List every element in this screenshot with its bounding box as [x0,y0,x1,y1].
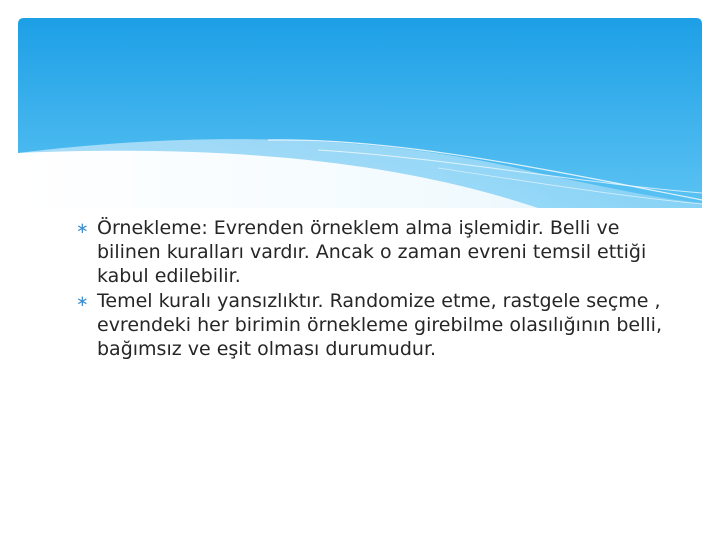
bullet-item-1 [78,216,678,288]
bullet-text-2: Temel kuralı yansızlıktır. Randomize etme, rastgele seçme , evrendeki her birimin örnekleme girebilme olasılığının belli, bağımsız ve eşit olması durumudur. [97,290,662,360]
bullet-text-1: Örnekleme: Evrenden örneklem alma işlemidir. Belli ve bilinen kuralları vardır. Ancak o zaman evreni temsil ettiği kabul edilebilir. [97,217,647,287]
asterisk-bullet-icon: ∗ [76,219,89,237]
header-wave-band [18,18,702,208]
bullet-list [78,216,678,362]
asterisk-bullet-icon: ∗ [76,292,89,310]
bullet-item-2 [78,289,678,361]
